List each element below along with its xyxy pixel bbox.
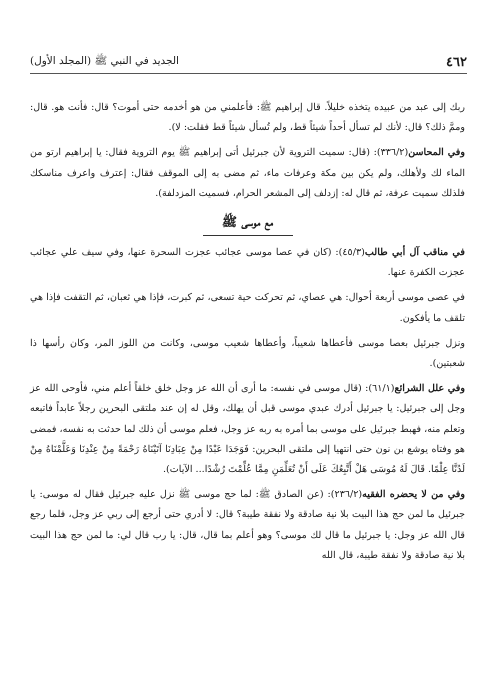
page-number: ٤٦٢ — [446, 55, 467, 70]
paragraph — [30, 379, 465, 480]
source-citation: وفي علل الشرائع — [394, 383, 465, 395]
section-heading — [30, 212, 465, 236]
paragraph: ونزل جبرئيل بعصا موسى فأعطاها شعيباً، وأعطاها شعيب موسى، وكانت من اللوز المر، وكان رأسها ذا شعبتين). — [30, 337, 465, 370]
paragraph-text: (٤٥/٣): (كان في عصا موسى عجائب عجزت السحرة عنها، وفي سيف علي عجائب عجزت الكفرة عنها. — [30, 247, 465, 279]
book-title: الجديد في النبي ﷺ — [94, 55, 179, 67]
volume-label: (المجلد الأول) — [30, 55, 92, 67]
source-citation: في مناقب آل أبي طالب — [364, 247, 465, 259]
source-citation: وفي من لا يحضره الفقيه — [362, 489, 465, 501]
header-divider — [30, 73, 467, 74]
paragraph — [30, 243, 465, 283]
paragraph — [30, 485, 465, 566]
paragraph-text: (٣٣٦/٢): (قال: سميت التروية لأن جبرئيل أتى إبراهيم ﷺ يوم التروية فقال: يا إبراهيم ارتو من الماء لك ولأهلك، ولم يكن بين مكة وعرفات ماء، ثم مضى به إلى الموقف فقال: إعترف واعرف مناسكك فلذلك سميت عرفة، ثم قال له: إزدلف إلى المشعر الحرام، فسميت المزدلفة). — [30, 147, 465, 199]
paragraph: ربك إلى عبد من عبيده يتخذه خليلاً. قال إبراهيم ﷺ: فأعلمني من هو أخدمه حتى أموت؟ قال: فأنت هو. قال: وممَّ ذلك؟ قال: لأنك لم تسأل أحداً شيئاً قط، ولم تُسأل شيئاً قط فقلت: لا). — [30, 102, 465, 134]
source-citation: وفي المحاسن — [408, 147, 465, 159]
running-title — [30, 55, 179, 70]
section-title: مع موسى ﷺ — [221, 214, 274, 230]
page-header — [30, 48, 467, 74]
paragraph-text: (٢٣٦/٢): (عن الصادق ﷺ: لما حج موسى ﷺ نزل عليه جبرئيل فقال له موسى: يا جبرئيل ما لمن حج هذا البيت بلا نية صادقة ولا نفقة طيبة؟ قال: لا أدري حتى أرجع إلى ربي عز وجل، فلما رجع قال الله عز وجل: يا جبرئيل ما قال لك موسى؟ وهو أعلم بما قال، قال: يا رب قال لي: ما لمن حج هذا البيت بلا نية صادقة ولا نفقة طيبة، قال الله — [30, 489, 465, 561]
section-underline — [203, 235, 293, 236]
page-body — [30, 98, 465, 571]
paragraph-text: (٦١/١): (قال موسى في نفسه: ما أرى أن الله عز وجل خلق خلقاً أعلم مني، فأوحى الله عز وجل إلى جبرئيل: يا جبرئيل أدرك عبدي موسى قبل أن يهلك، وقل له إن عند ملتقى البحرين رجلاً عابداً فاتبعه وتعلم منه، فهبط جبرئيل على موسى بما أمره به ربه عز وجل، فعلم موسى أن ذلك لما حدثت به نفسه، فمضى هو وفتاه يوشع بن نون حتى انتهيا إلى ملتقى البحرين: فَوَجَدَا عَبْدًا مِنْ عِبَادِنَا آتَيْنَاهُ رَحْمَةً مِنْ عِنْدِنَا وَعَلَّمْنَاهُ مِنْ لَدُنَّا عِلْمًا. قَالَ لَهُ مُوسَى هَلْ أَتَّبِعُكَ عَلَى أَنْ تُعَلِّمَنِ مِمَّا عُلِّمْتَ رُشْدًا... الآيات). — [30, 383, 465, 476]
paragraph: في عصى موسى أربعة أحوال: هي عصاي، ثم تحركت حية تسعى، ثم كبرت، فإذا هي ثعبان، ثم التقفت فإذا هي تلقف ما يأفكون. — [30, 292, 465, 324]
paragraph — [30, 143, 465, 204]
